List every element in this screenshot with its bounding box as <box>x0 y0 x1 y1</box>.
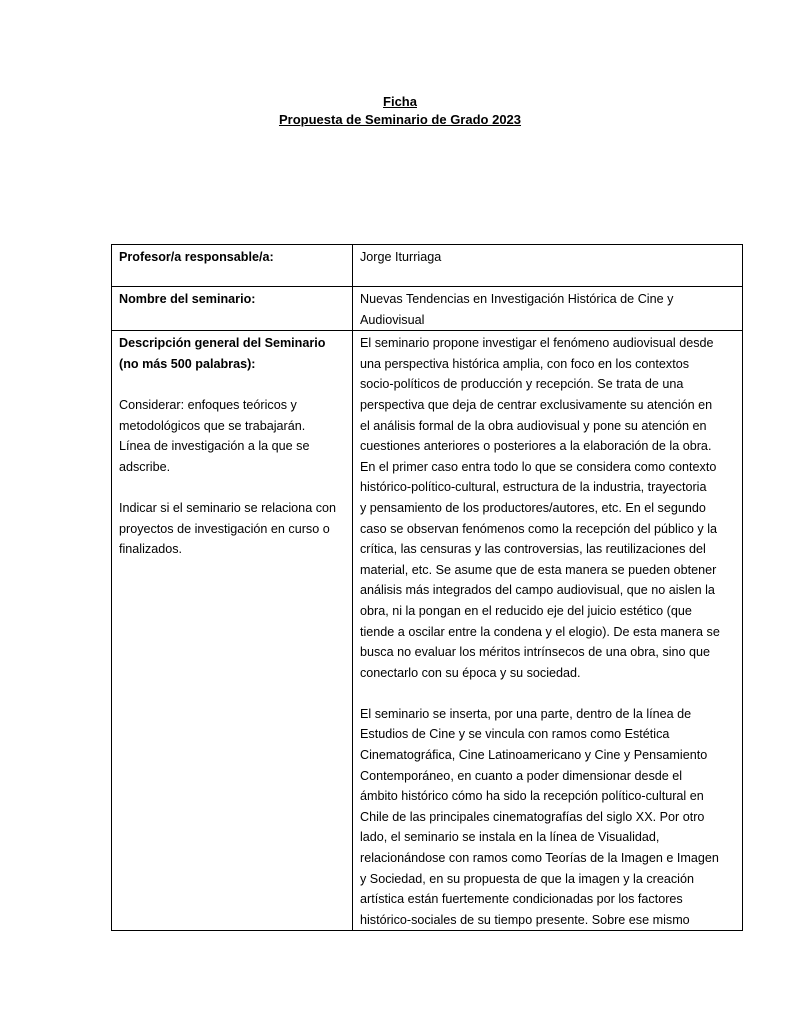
description-text-line: El seminario se inserta, por una parte, dentro de la línea de <box>360 706 692 721</box>
value-seminar-name-line: Audiovisual <box>360 312 425 327</box>
description-text-line: crítica, las censuras y las controversias, las reutilizaciones del <box>360 542 706 557</box>
description-text-line: y Sociedad, en su propuesta de que la imagen y la creación <box>360 871 694 886</box>
description-text-line: ámbito histórico cómo ha sido la recepción político-cultural en <box>360 789 704 804</box>
description-text-line: lado, el seminario se instala en la línea de Visualidad, <box>360 830 660 845</box>
table-row-description <box>112 331 743 931</box>
proposal-table <box>111 244 743 931</box>
description-text-line: En el primer caso entra todo lo que se considera como contexto <box>360 459 717 474</box>
value-seminar-name-line: Nuevas Tendencias en Investigación Histórica de Cine y <box>360 292 674 306</box>
description-text-line: Chile de las principales cinematografías del siglo XX. Por otro <box>360 809 705 824</box>
description-text-line: obra, ni la pongan en el reducido eje del juicio estético (que <box>360 603 692 618</box>
description-text-line: relacionándose con ramos como Teorías de la Imagen e Imagen <box>360 851 719 866</box>
label-seminar-name: Nombre del seminario: <box>119 292 256 306</box>
label-cell <box>112 287 353 331</box>
description-text-line: busca no evaluar los méritos intrínsecos de una obra, sino que <box>360 645 711 660</box>
value-cell <box>353 287 743 331</box>
description-text-line: histórico-político-cultural, estructura de la industria, trayectoria <box>360 480 707 495</box>
description-text-line: Contemporáneo, en cuanto a poder dimensionar desde el <box>360 768 683 783</box>
label-description-heading-line: Descripción general del Seminario <box>119 336 326 351</box>
description-text-line: histórico-sociales de su tiempo presente. Sobre ese mismo <box>360 912 690 927</box>
label-description-note-line: Línea de investigación a la que se <box>119 439 310 454</box>
table-row-seminar-name <box>112 287 743 331</box>
description-text-line: socio-políticos de producción y recepción. Se trata de una <box>360 377 684 392</box>
description-text-line: artística están fuertemente condicionadas por los factores <box>360 892 683 907</box>
value-cell <box>353 245 743 287</box>
document-title: Ficha <box>383 94 417 109</box>
description-text-line: perspectiva que deja de centrar exclusivamente su atención en <box>360 397 713 412</box>
label-cell <box>112 245 353 287</box>
label-description-note-line <box>119 374 345 395</box>
description-text-line: Cinematográfica, Cine Latinoamericano y Cine y Pensamiento <box>360 748 708 763</box>
description-text-line: y pensamiento de los productores/autores, etc. En el segundo <box>360 500 706 515</box>
description-text-line: una perspectiva histórica amplia, con foco en los contextos <box>360 356 690 371</box>
description-text-line: el análisis formal de la obra audiovisual y pone su atención en <box>360 418 707 433</box>
description-text-line <box>360 683 735 704</box>
label-description-note-line: finalizados. <box>119 542 183 557</box>
description-text-line: material, etc. Se asume que de esta manera se pueden obtener <box>360 562 717 577</box>
label-description-note-line: metodológicos que se trabajarán. <box>119 418 306 433</box>
description-text-line: análisis más integrados del campo audiovisual, que no aislen la <box>360 583 715 598</box>
description-text-line: El seminario propone investigar el fenómeno audiovisual desde <box>360 336 714 351</box>
label-description-note-line: adscribe. <box>119 459 171 474</box>
document-subtitle: Propuesta de Seminario de Grado 2023 <box>278 112 522 127</box>
description-text-line: tiende a oscilar entre la condena y el elogio). De esta manera se <box>360 624 720 639</box>
table-row-professor <box>112 245 743 287</box>
label-description-note-line: proyectos de investigación en curso o <box>119 521 330 536</box>
description-text-line: cuestiones anteriores o posteriores a la elaboración de la obra. <box>360 439 712 454</box>
label-description-note-line: Indicar si el seminario se relaciona con <box>119 500 336 515</box>
label-description-note-line: Considerar: enfoques teóricos y <box>119 397 297 412</box>
value-professor: Jorge Iturriaga <box>360 250 442 264</box>
description-text-line: conectarlo con su época y su sociedad. <box>360 665 581 680</box>
label-professor: Profesor/a responsable/a: <box>119 250 274 264</box>
label-cell <box>112 331 353 931</box>
label-description-note-line <box>119 477 345 498</box>
value-cell <box>353 331 743 931</box>
description-text-line: Estudios de Cine y se vincula con ramos como Estética <box>360 727 670 742</box>
label-description-heading-line: (no más 500 palabras): <box>119 356 256 371</box>
description-text-line: caso se observan fenómenos como la recepción del público y la <box>360 521 718 536</box>
